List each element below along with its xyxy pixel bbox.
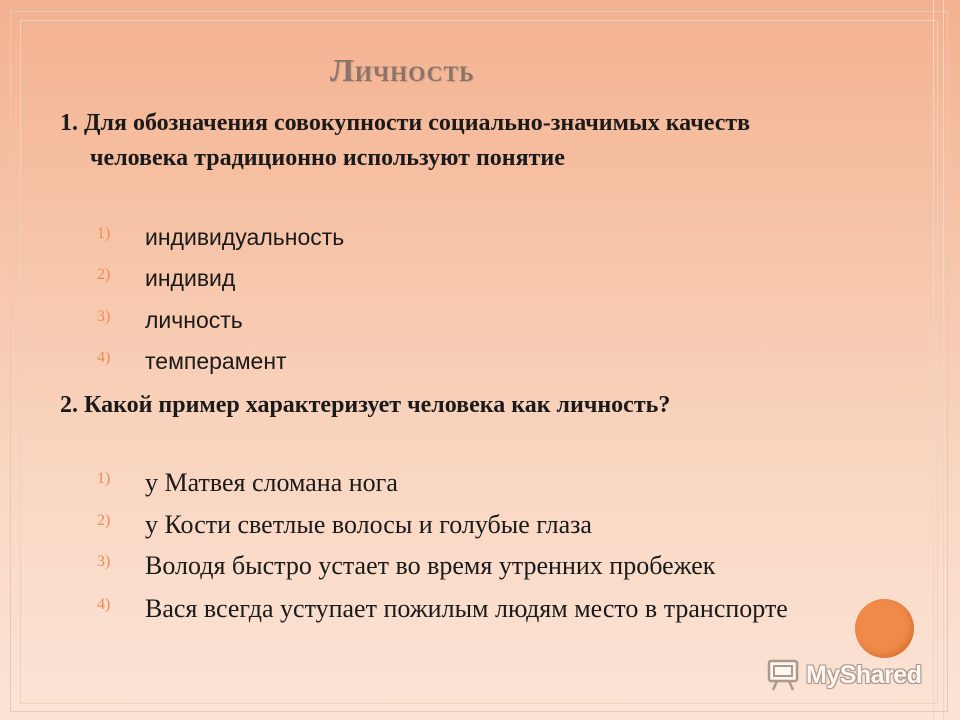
- option-number: 3): [97, 553, 111, 570]
- myshared-logo: [766, 656, 936, 694]
- option-number: 3): [97, 308, 111, 325]
- option-text: Вася всегда уступает пожилым людям место в транспорте: [145, 594, 788, 623]
- option-text: темперамент: [145, 348, 287, 374]
- option-text: личность: [145, 307, 243, 333]
- decorative-circle: [855, 599, 914, 658]
- question-1: 1. Для обозначения совокупности социально-значимых качеств человека традиционно используют понятие: [60, 110, 751, 171]
- option-number: 2): [97, 266, 111, 283]
- option-text: Володя быстро устает во время утренних пробежек: [145, 551, 716, 580]
- logo-text: MyShared: [806, 660, 922, 689]
- question-2: 2. Какой пример характеризует человека как личность?: [60, 392, 671, 418]
- slide-title: Личность: [330, 52, 475, 88]
- option-number: 1): [97, 225, 111, 242]
- decorative-line: [933, 0, 934, 720]
- option-number: 4): [97, 596, 111, 613]
- option-number: 4): [97, 349, 111, 366]
- option-text: у Кости светлые волосы и голубые глаза: [145, 510, 592, 539]
- option-text: индивидуальность: [145, 224, 345, 250]
- decorative-line: [943, 0, 944, 720]
- presentation-board-icon: [766, 658, 800, 692]
- option-number: 1): [97, 470, 111, 487]
- option-number: 2): [97, 512, 111, 529]
- option-text: у Матвея сломана нога: [145, 468, 398, 497]
- option-text: индивид: [145, 265, 236, 291]
